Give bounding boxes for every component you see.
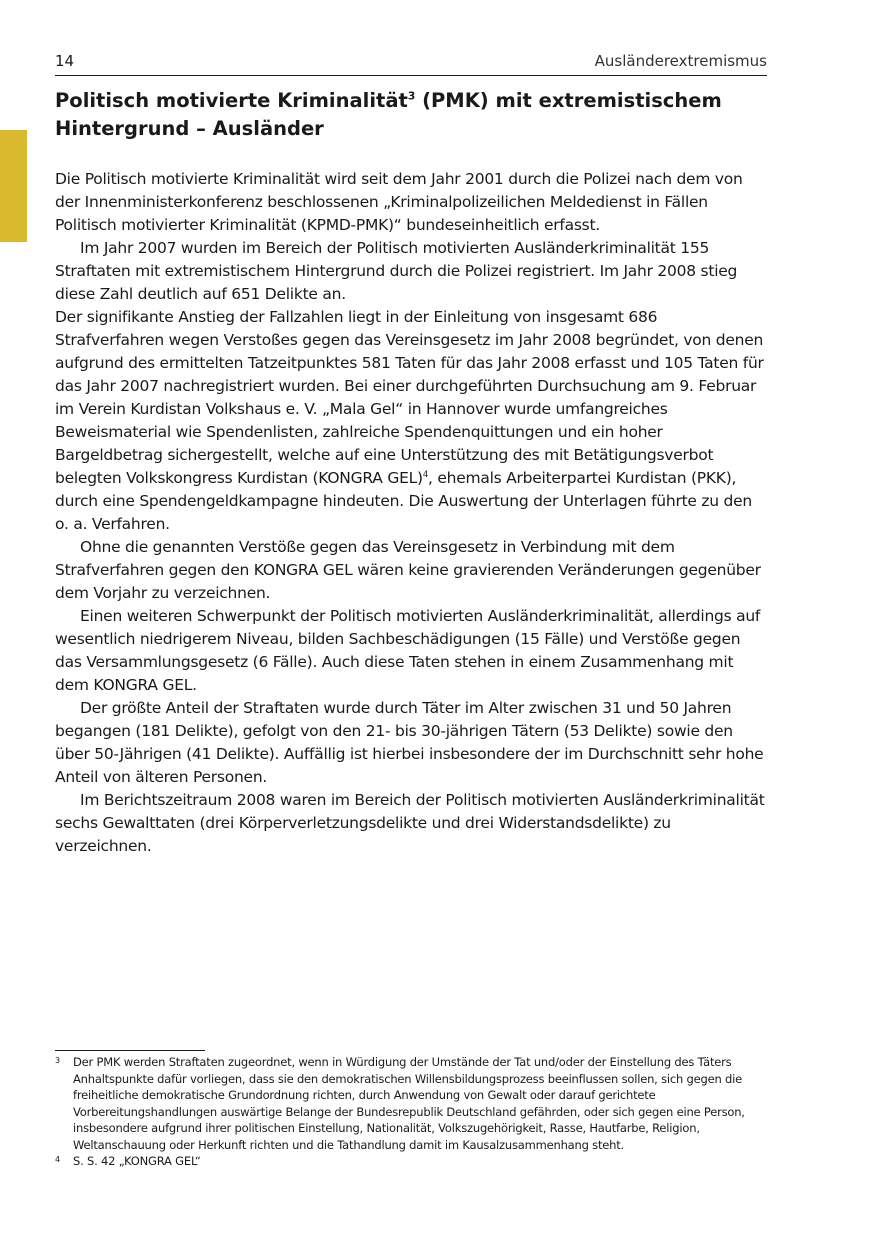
running-head: Ausländerextremismus <box>594 52 767 70</box>
paragraph-3 <box>55 306 767 536</box>
body-text <box>55 168 767 858</box>
paragraph-5: Einen weiteren Schwerpunkt der Politisch motivierten Ausländerkriminalität, allerdings auf wesentlich niedrigerem Niveau, bilden Sachbeschädigungen (15 Fälle) und Verstöße gegen das Versammlungsgesetz (6 Fälle). Auch diese Taten stehen in einem Zusammenhang mit dem KONGRA GEL. <box>55 607 761 694</box>
page-header <box>55 50 767 76</box>
title-line2: Hintergrund – Ausländer <box>55 117 324 140</box>
title-line1-start: Politisch motivierte Kriminalität <box>55 89 408 112</box>
paragraph-3-end: , ehemals Arbeiterpartei Kurdistan (PKK), durch eine Spendengeldkampagne hindeuten. Die Auswertung der Unterlagen führte zu den o. a. Verfahren. <box>55 469 752 533</box>
paragraph-1: Die Politisch motivierte Kriminalität wird seit dem Jahr 2001 durch die Polizei nach dem von der Innenministerkonferenz beschlossenen „Kriminalpolizeilichen Meldedienst in Fällen Politisch motivierter Kriminalität (KPMD-PMK)“ bundeseinheitlich erfasst. <box>55 170 743 234</box>
footnote-text: Der PMK werden Straftaten zugeordnet, wenn in Würdigung der Umstände der Tat und/oder der Einstellung des Täters Anhaltspunkte dafür vorliegen, dass sie den demokratischen Willensbildungsprozess beeinflussen sollen, sich gegen die freiheitliche demokratische Grundordnung richten, durch Anwendung von Gewalt oder darauf gerichtete Vorbereitungshandlungen auswärtige Belange der Bundesrepublik Deutschland gefährden, oder sich gegen eine Person, insbesondere aufgrund ihrer politischen Einstellung, Nationalität, Volkszugehörigkeit, Rasse, Hautfarbe, Religion, Weltanschauung oder Herkunft richten und die Tathandlung damit im Kausalzusammenhang steht. <box>73 1055 745 1152</box>
footnote-text: S. S. 42 „KONGRA GEL“ <box>73 1154 201 1168</box>
chapter-color-tab <box>0 130 27 242</box>
paragraph-6: Der größte Anteil der Straftaten wurde durch Täter im Alter zwischen 31 und 50 Jahren begangen (181 Delikte), gefolgt von den 21- bis 30-jährigen Tätern (53 Delikte) sowie den über 50-Jährigen (41 Delikte). Auffällig ist hierbei insbesondere der im Durchschnitt sehr hohe Anteil von älteren Personen. <box>55 699 764 786</box>
title-line1-end: (PMK) mit extremistischem <box>415 89 722 112</box>
footnote-3 <box>55 1054 767 1153</box>
paragraph-4: Ohne die genannten Verstöße gegen das Vereinsgesetz in Verbindung mit dem Strafverfahren gegen den KONGRA GEL wären keine gravierenden Veränderungen gegenüber dem Vorjahr zu verzeichnen. <box>55 538 761 602</box>
paragraph-3-start: Der signifikante Anstieg der Fallzahlen liegt in der Einleitung von insgesamt 686 Strafverfahren wegen Verstoßes gegen das Vereinsgesetz im Jahr 2008 begründet, von denen aufgrund des ermittelten Tatzeitpunktes 581 Taten für das Jahr 2008 erfasst und 105 Taten für das Jahr 2007 nachregistriert wurden. Bei einer durchgeführten Durchsuchung am 9. Februar im Verein Kurdistan Volkshaus e. V. „Mala Gel“ in Hannover wurde umfangreiches Beweismaterial wie Spendenlisten, zahlreiche Spendenquittungen und ein hoher Bargeldbetrag sichergestellt, welche auf eine Unterstützung des mit Betätigungsverbot belegten Volkskongress Kurdistan (KONGRA GEL) <box>55 308 764 487</box>
paragraph-7: Im Berichtszeitraum 2008 waren im Bereich der Politisch motivierten Ausländerkriminalität sechs Gewalttaten (drei Körperverletzungsdelikte und drei Widerstandsdelikte) zu verzeichnen. <box>55 791 765 855</box>
footnote-mark: 3 <box>55 1056 60 1065</box>
footnote-divider <box>55 1050 205 1051</box>
section-title <box>55 87 767 143</box>
footnotes <box>55 1054 767 1170</box>
footnote-ref-4: 4 <box>422 469 428 480</box>
footnote-mark: 4 <box>55 1155 60 1164</box>
footnote-ref-3: 3 <box>407 89 416 103</box>
page-number: 14 <box>55 52 75 70</box>
footnote-4 <box>55 1153 767 1170</box>
paragraph-2: Im Jahr 2007 wurden im Bereich der Politisch motivierten Ausländerkriminalität 155 Straftaten mit extremistischem Hintergrund durch die Polizei registriert. Im Jahr 2008 stieg diese Zahl deutlich auf 651 Delikte an. <box>55 239 738 303</box>
